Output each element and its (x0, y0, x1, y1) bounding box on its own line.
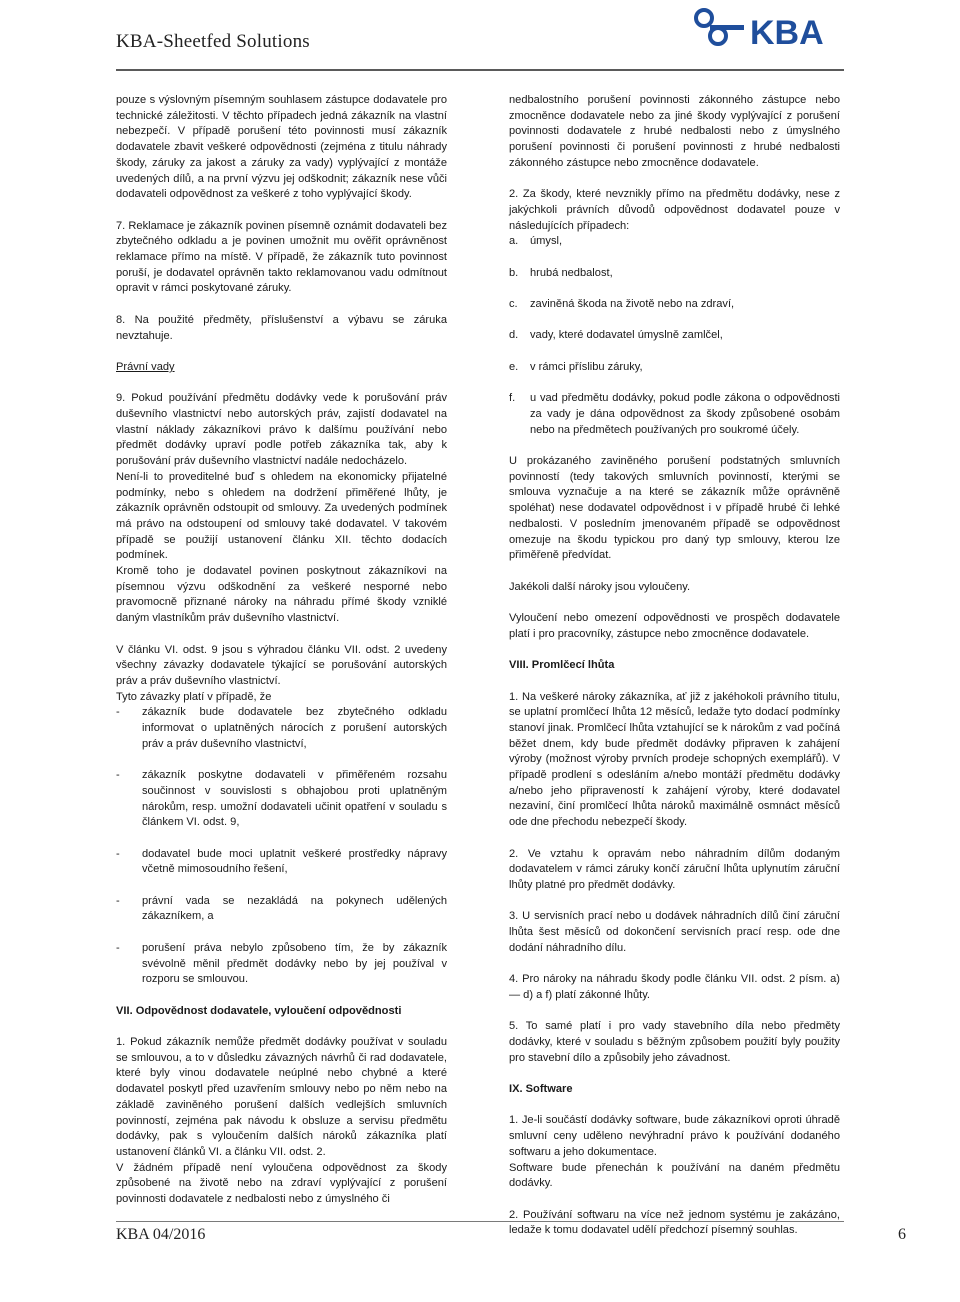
paragraph: Tyto závazky platí v případě, že (116, 690, 272, 703)
paragraph: 2. Ve vztahu k opravám nebo náhradním dílům dodaným dodavatelem v rámci záruky končí záruční lhůta uplynutím záruční lhůty platné pro předmět dodávky. (509, 847, 840, 891)
page-number: 6 (898, 1226, 906, 1243)
paragraph-7: 7. Reklamace je zákazník povinen písemně oznámit dodavateli bez zbytečného odkladu a je povinen umožnit mu ověřit oprávněnost reklamace přímo na místě. V případě, že zákazník tuto povinnost poruší, je dodavatel oprávněn takto reklamovanou vadu odmítnout opravit v rámci poskytované záruky. (116, 219, 447, 295)
heading-section-viii: VIII. Promlčecí lhůta (509, 659, 615, 672)
left-column (116, 93, 447, 1208)
paragraph: 1. Je-li součástí dodávky software, bude zákazníkovi oproti úhradě smluvní ceny uděleno nevýhradní právo k používání dodaného softwaru a jeho dokumentace. (509, 1114, 840, 1158)
header-title: KBA-Sheetfed Solutions (116, 31, 310, 52)
heading-legal-defects: Právní vady (116, 360, 175, 373)
paragraph: Kromě toho je dodavatel povinen poskytnout zákazníkovi na písemnou výzvu odškodnění za veškeré nesporné nebo pravomocně přiznané nároky na náhradu přímé škody vzniklé daným vlastníkům práv duševního vlastnictví. (116, 565, 447, 625)
paragraph: V článku VI. odst. 9 jsou s výhradou článku VII. odst. 2 uvedeny všechny závazky dodavatele týkající se porušování autorských práv a práv duševního vlastnictví. (116, 643, 447, 687)
list-item: a. úmysl, (509, 235, 563, 248)
paragraph: pouze s výslovným písemným souhlasem zástupce dodavatele pro technické záležitosti. V těchto případech jedná zákazník na vlastní nebezpečí. V případě porušení této povinnosti musí zákazník dodavatele zbavit veškeré odpovědnosti (zejména z titulu náhrady škody, záruky za jakost a záruky za vady) vyplývající z montáže uvedených dílů, a na první výzvu jej odškodnit; zákazník nese vůči dodavateli odpovědnost za veškeré z toho vyplývající škody. (116, 94, 447, 201)
paragraph-9: 9. Pokud používání předmětu dodávky vede k porušování práv duševního vlastnictví nebo autorských práv, zajistí dodavatel na vlastní náklady zákazníkovi právo k dalšímu používání nebo předmět dodávky upraví podle potřeb zákazníka tak, aby k porušování práv duševního vlastnictví nadále nedocházelo. (116, 392, 447, 468)
heading-section-ix: IX. Software (509, 1083, 573, 1096)
paragraph: Software bude přenechán k používání na daném předmětu dodávky. (509, 1161, 840, 1190)
paragraph: 5. To samé platí i pro vady stavebního díla nebo předměty dodávky, které v souladu s běžným způsobem použití byly použity pro stavební dílo a způsobily jeho závadnost. (509, 1020, 840, 1064)
paragraph: Jakékoli další nároky jsou vyloučeny. (509, 580, 691, 593)
paragraph: nedbalostního porušení povinnosti zákonného zástupce nebo zmocněnce dodavatele nebo za jiné škody vyplývající z porušení povinnosti dodavatele z hrubé nedbalosti nebo z úmyslného porušení povinnosti či porušení povinnosti z hrubé nedbalosti zákonného zástupce nebo zmocněnce dodavatele. (509, 94, 840, 169)
paragraph: V žádném případě není vyloučena odpovědnost za škody způsobené na životě nebo na zdraví vyplývající z porušení povinnosti dodavatele z nedbalosti nebo z úmyslného či (116, 1161, 447, 1206)
header-divider (116, 69, 844, 71)
kba-logo (690, 6, 850, 50)
paragraph: 4. Pro nároky na náhradu škody podle článku VII. odst. 2 písm. a) — d) a f) platí zákonné lhůty. (509, 973, 840, 1001)
footer-divider (116, 1221, 844, 1222)
list-item: - právní vada se nezakládá na pokynech udělených zákazníkem, a (116, 894, 447, 923)
page-header (0, 0, 960, 70)
paragraph: U prokázaného zaviněného porušení podstatných smluvních povinností (tedy takových smluvních povinností, kterými se smlouva vyznačuje a na které se zákazník může oprávněně spoléhat) nese dodavatel odpovědnost i v případě hrubé či lehké nedbalosti. V posledním jmenovaném případě se odpovědnost omezuje na škodu typickou pro daný typ smlouvy, kterou lze přiměřeně předvídat. (509, 455, 840, 562)
letter-list (509, 234, 840, 438)
list-item: c. zaviněná škoda na životě nebo na zdraví, (509, 298, 735, 311)
paragraph: Není-li to proveditelné buď s ohledem na ekonomicky přijatelné podmínky, nebo s ohledem na dodržení přiměřené lhůty, je zákazník oprávněn odstoupit od smlouvy. Za uvedených podmínek má právo na odstoupení od smlouvy také dodavatel. V takovém případě se použijí ustanovení článku XII. těchto dodacích podmínek. (116, 470, 447, 562)
list-item: f. u vad předmětu dodávky, pokud podle zákona o odpovědnosti za vady je dána odpovědnost za škody způsobené osobám nebo na předmětech používaných pro soukromé účely. (509, 392, 840, 436)
paragraph: 3. U servisních prací nebo u dodávek náhradních dílů činí záruční lhůta šest měsíců od dokončení servisních prací resp. ode dne dodání náhradního dílu. (509, 910, 840, 954)
list-item: - dodavatel bude moci uplatnit veškeré prostředky nápravy včetně mimosoudního řešení, (116, 847, 447, 876)
heading-section-vii: VII. Odpovědnost dodavatele, vyloučení odpovědnosti (116, 1004, 402, 1017)
list-item: - zákazník bude dodavatele bez zbytečného odkladu informovat o uplatněných nárocích z porušení autorských práv a práv duševního vlastnictví, (116, 706, 447, 750)
dash-list (116, 705, 447, 988)
list-item: - zákazník poskytne dodavateli v přiměřeném rozsahu součinnost v souvislosti s obhajobou proti uplatněným nárokům, resp. umožní dodavateli učinit opatření v souladu s článkem VI. odst. 9, (116, 769, 447, 829)
paragraph: 1. Na veškeré nároky zákazníka, ať již z jakéhokoli právního titulu, se uplatní promlčecí lhůta 12 měsíců, ledaže tyto dodací podmínky stanoví jinak. Promlčecí lhůta vztahující se k nárokům z vad počíná běžet dnem, kdy bude předmět dodávky připraven k zahájení výroby (možnost výroby prvních prodeje schopných exemplářů). V případě prodlení s odesláním a/nebo montáží předmětu dodávky a/nebo jeho připraveností k zahájení výroby, které dodavatel nezaviní, činí promlčecí lhůta nároků maximálně osmnáct měsíců ode dne přechodu nebezpečí škody. (509, 690, 840, 829)
list-item: b. hrubá nedbalost, (509, 266, 613, 279)
list-item: - porušení práva nebylo způsobeno tím, že by zákazník svévolně měnil předmět dodávky nebo by jej používal v rozporu se smlouvou. (116, 941, 447, 986)
list-item: d. vady, které dodavatel úmyslně zamlčel, (509, 329, 723, 342)
list-item: e. v rámci příslibu záruky, (509, 360, 643, 373)
paragraph-2: 2. Za škody, které nevznikly přímo na předmětu dodávky, nese z jakýchkoli právních důvodů odpovědnost dodavatel pouze v následujících případech: (509, 188, 840, 232)
paragraph: 2. Používání softwaru na více než jednom systému je zakázáno, ledaže k tomu dodavatel udělí předchozí písemný souhlas. (509, 1208, 840, 1237)
paragraph: Vyloučení nebo omezení odpovědnosti ve prospěch dodavatele platí i pro pracovníky, zástupce nebo zmocněnce dodavatele. (509, 612, 840, 640)
paragraph-8: 8. Na použité předměty, příslušenství a výbavu se záruka nevztahuje. (116, 313, 447, 342)
footer-version: KBA 04/2016 (116, 1226, 206, 1243)
paragraph: 1. Pokud zákazník nemůže předmět dodávky používat v souladu se smlouvou, a to v důsledku závazných návrhů či rad dodavatele, které byly vinou dodavatele neúplné nebo chybné a které dodavatel poskytl před uzavřením smlouvy nebo po něm nebo na základě zaviněného porušení dalších vedlejších smluvních povinností, zejména pak návodu k obsluze a servisu předmětu dodávky, pak s vyloučením dalších nároků zákazníka platí ustanovení článků VI. a článku VII. odst. 2. (116, 1036, 447, 1158)
right-column (509, 93, 840, 1239)
logo-text: KBA (750, 14, 824, 50)
